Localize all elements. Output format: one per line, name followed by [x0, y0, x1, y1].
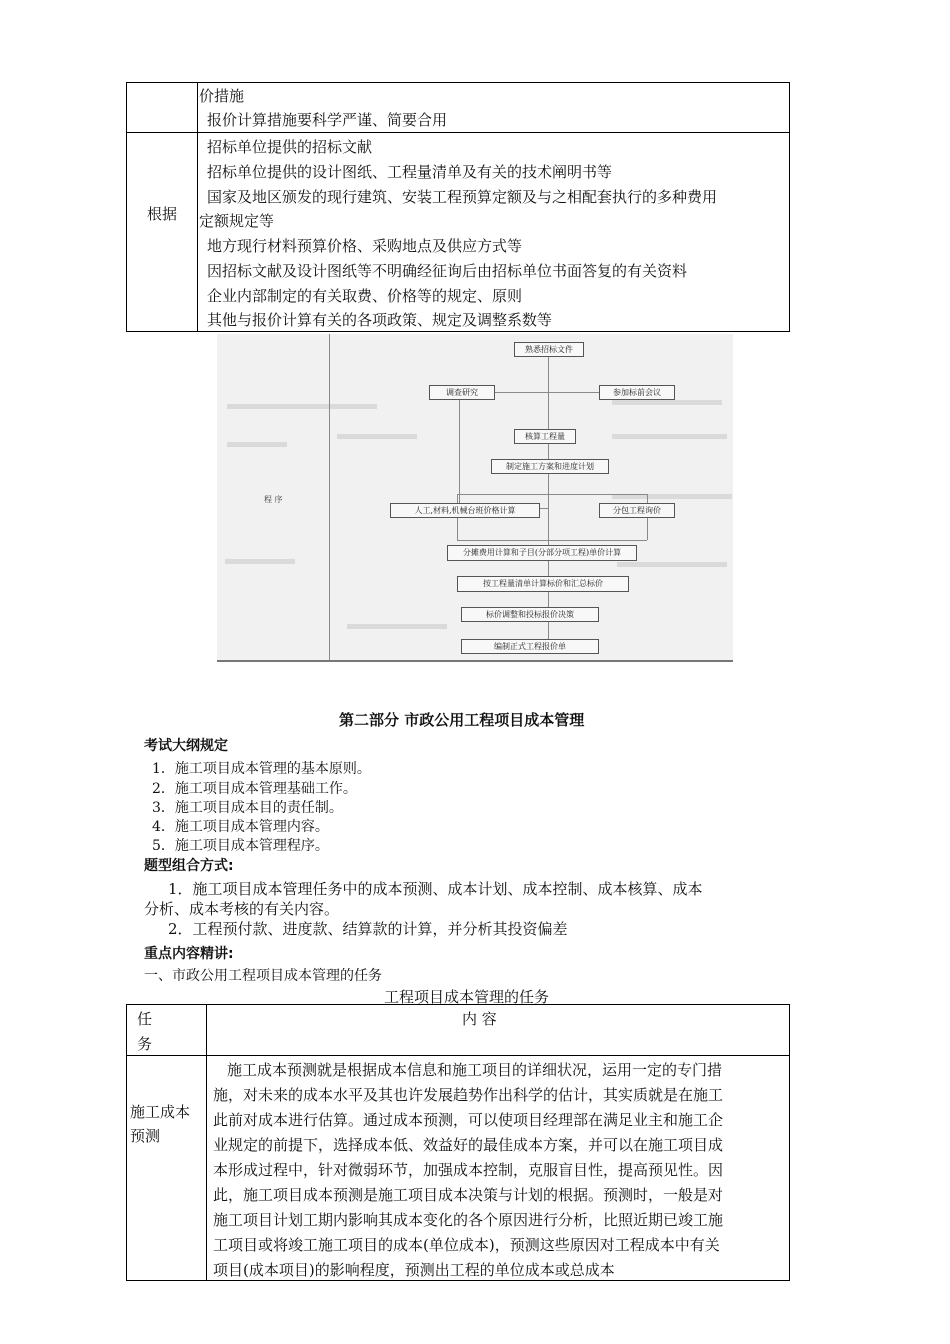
content-line: 业规定的前提下，选择成本低、效益好的最佳成本方案，并可以在施工项目成	[213, 1136, 724, 1154]
scan-noise	[612, 434, 727, 439]
basis-line: 招标单位提供的招标文献	[207, 138, 373, 156]
basis-line: 因招标文献及设计图纸等不明确经征询后由招标单位书面答复的有关资料	[207, 262, 688, 280]
scan-noise	[225, 559, 295, 564]
flow-step-box: 核算工程量	[514, 429, 576, 444]
question-item: 2．工程预付款、进度款、结算款的计算，并分析其投资偏差	[168, 920, 568, 938]
basis-table	[126, 82, 790, 332]
header-content: 内 容	[462, 1010, 497, 1028]
content-line: 施，对未来的成本水平及其也许发展趋势作出科学的估计，其实质就是在施工	[213, 1086, 724, 1104]
outline-item: 4．施工项目成本管理内容。	[152, 819, 329, 835]
outline-item: 3．施工项目成本目的责任制。	[152, 800, 343, 816]
bid-procedure-flowchart	[217, 334, 733, 662]
section-title: 第二部分 市政公用工程项目成本管理	[339, 711, 585, 729]
question-heading: 题型组合方式:	[144, 858, 234, 874]
column-divider	[206, 1005, 207, 1280]
flow-connector	[647, 518, 648, 540]
flow-step-box: 分摊费用计算和子目(分部分项工程)单价计算	[447, 545, 637, 561]
table-caption: 工程项目成本管理的任务	[384, 988, 550, 1006]
content-line: 此前对成本进行估算。通过成本预测，可以使项目经理部在满足业主和施工企	[213, 1111, 724, 1129]
basis-line: 招标单位提供的设计图纸、工程量清单及有关的技术阐明书等	[207, 163, 613, 181]
basis-line: 国家及地区颁发的现行建筑、安装工程预算定额及与之相配套执行的多种费用	[207, 188, 718, 206]
content-line: 此，施工项目成本预测是施工项目成本决策与计划的根据。预测时，一般是对	[213, 1186, 724, 1204]
basis-label: 根据	[146, 205, 177, 223]
content-line: 工项目或将竣工施工项目的成本(单位成本)，预测这些原因对工程成本中有关	[213, 1236, 720, 1254]
subsection-title: 一、市政公用工程项目成本管理的任务	[144, 968, 382, 984]
flow-step-box: 标价调整和投标报价决策	[461, 607, 599, 622]
scan-noise	[347, 624, 447, 629]
flow-step-box: 人工,材料,机械台班价格计算	[390, 503, 540, 518]
content-line: 本形成过程中，针对微弱环节，加强成本控制，克服盲目性，提高预见性。因	[213, 1161, 724, 1179]
flow-connector	[457, 518, 458, 540]
row-divider	[127, 132, 789, 133]
flow-connector	[457, 540, 647, 541]
task-table	[126, 1004, 790, 1281]
table-line: 报价计算措施要科学严谨、简要合用	[207, 111, 448, 129]
outline-heading: 考试大纲规定	[144, 738, 228, 754]
flow-step-box: 按工程量清单计算标价和汇总标价	[457, 576, 629, 592]
basis-line: 企业内部制定的有关取费、价格等的规定、原则	[207, 287, 523, 305]
flowchart-bottom-border	[217, 660, 733, 662]
content-line: 项目(成本项目)的影响程度，预测出工程的单位成本或总成本	[213, 1261, 615, 1279]
outline-item: 2．施工项目成本管理基础工作。	[152, 781, 357, 797]
scan-noise	[337, 434, 417, 439]
question-item: 分析、成本考核的有关内容。	[144, 900, 340, 918]
flow-step-box: 参加标前会议	[599, 385, 675, 400]
header-task: 务	[137, 1035, 153, 1053]
flow-step-box: 制定施工方案和进度计划	[491, 459, 609, 474]
flow-step-box: 编制正式工程报价单	[461, 639, 599, 654]
flow-step-box: 分包工程询价	[599, 503, 675, 518]
header-task: 任	[137, 1010, 153, 1028]
scan-noise	[227, 404, 377, 409]
row-task-label: 预测	[130, 1127, 161, 1145]
table-line: 价措施	[199, 87, 245, 105]
column-divider	[197, 83, 198, 331]
outline-item: 5．施工项目成本管理程序。	[152, 838, 329, 854]
basis-line: 地方现行材料预算价格、采购地点及供应方式等	[207, 237, 523, 255]
key-heading: 重点内容精讲:	[144, 946, 234, 962]
flow-step-box: 调查研究	[429, 385, 495, 400]
procedure-label: 程 序	[264, 495, 283, 504]
scan-noise	[612, 400, 722, 405]
row-content	[213, 1058, 783, 1283]
content-line: 施工成本预测就是根据成本信息和施工项目的详细状况，运用一定的专门措	[227, 1061, 723, 1079]
flow-connector	[457, 494, 647, 495]
scan-noise	[617, 562, 727, 567]
row-divider	[127, 1055, 789, 1056]
scan-noise	[227, 442, 287, 447]
label-divider	[329, 334, 330, 662]
flow-step-box: 熟悉招标文件	[514, 342, 584, 357]
outline-item: 1．施工项目成本管理的基本原则。	[152, 761, 371, 777]
flow-connector	[459, 392, 460, 508]
row-task-label: 施工成本	[130, 1103, 191, 1121]
question-item: 1．施工项目成本管理任务中的成本预测、成本计划、成本控制、成本核算、成本	[168, 880, 703, 898]
basis-line: 其他与报价计算有关的各项政策、规定及调整系数等	[207, 311, 553, 329]
content-line: 施工项目计划工期内影响其成本变化的各个原因进行分析，比照近期已竣工施	[213, 1211, 724, 1229]
basis-line: 定额规定等	[199, 212, 275, 230]
flow-connector	[548, 356, 549, 642]
